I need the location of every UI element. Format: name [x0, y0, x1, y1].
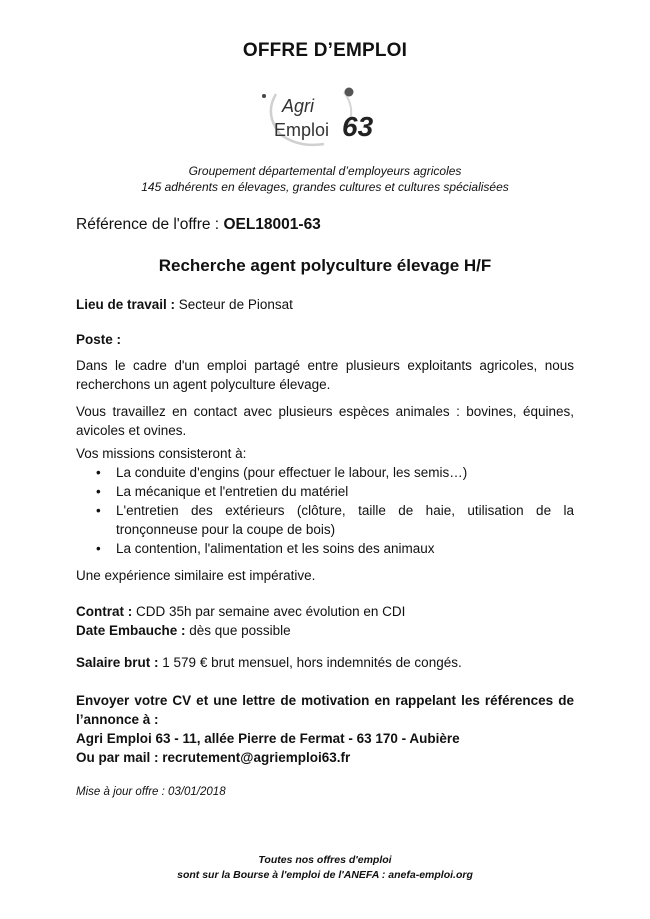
- logo-dot-right: [345, 88, 354, 97]
- missions-intro: Vos missions consisteront à:: [76, 446, 247, 461]
- org-line-2: 145 adhérents en élevages, grandes cultures et cultures spécialisées: [141, 180, 509, 194]
- contract-value: CDD 35h par semaine avec évolution en CDI: [136, 604, 406, 619]
- mission-item: • La conduite d'engins (pour effectuer le labour, les semis…): [96, 465, 468, 480]
- hire-date-label: Date Embauche :: [76, 623, 190, 638]
- organization-description: [0, 163, 650, 195]
- footer-line-1: Toutes nos offres d'emploi: [258, 854, 392, 866]
- footer: [0, 853, 650, 883]
- hire-date: [76, 621, 574, 640]
- logo-text-agri: Agri: [282, 96, 315, 116]
- reference-value: OEL18001-63: [223, 216, 321, 233]
- bullet-icon: •: [96, 484, 101, 499]
- contract: [76, 602, 574, 621]
- bullet-icon: •: [96, 465, 101, 480]
- hire-date-value: dès que possible: [189, 623, 291, 638]
- work-location-value: Secteur de Pionsat: [178, 297, 293, 312]
- bullet-icon: •: [96, 503, 101, 518]
- bullet-icon: •: [96, 541, 101, 556]
- salary-label: Salaire brut :: [76, 655, 163, 670]
- work-location-label: Lieu de travail :: [76, 297, 179, 312]
- poste-paragraph-2: Vous travaillez en contact avec plusieurs espèces animales : bovines, équines, avicoles et ovines.: [76, 404, 574, 438]
- contact-instructions: Envoyer votre CV et une lettre de motivation en rappelant les références de l’annonce à :: [76, 693, 574, 727]
- contact-address: Agri Emploi 63 - 11, allée Pierre de Fermat - 63 170 - Aubière: [76, 731, 460, 746]
- page-title: OFFRE D’EMPLOI: [242, 40, 408, 61]
- logo-dot-left: [262, 94, 266, 98]
- missions-list: [76, 463, 574, 558]
- mission-item: • La contention, l'alimentation et les soins des animaux: [96, 541, 435, 556]
- job-title: Recherche agent polyculture élevage H/F: [158, 256, 492, 275]
- mission-item: • L'entretien des extérieurs (clôture, taille de haie, utilisation de la tronçonneuse pour la coupe de bois): [96, 503, 574, 537]
- logo-text-63: 63: [342, 111, 374, 142]
- org-line-1: Groupement départemental d’employeurs agricoles: [188, 164, 462, 178]
- offer-reference: [76, 216, 321, 234]
- mission-item: • La mécanique et l'entretien du matériel: [96, 484, 349, 499]
- contract-label: Contrat :: [76, 604, 136, 619]
- agri-emploi-logo: [252, 84, 402, 148]
- work-location: [76, 295, 574, 314]
- salary-value: 1 579 € brut mensuel, hors indemnités de congés.: [162, 655, 462, 670]
- logo-text-emploi: Emploi: [274, 120, 330, 140]
- poste-paragraph-1: Dans le cadre d'un emploi partagé entre plusieurs exploitants agricoles, nous recherchons un agent polyculture élevage.: [76, 358, 574, 392]
- footer-line-2: sont sur la Bourse à l'emploi de l'ANEFA : anefa-emploi.org: [177, 869, 473, 881]
- poste-label: Poste :: [76, 332, 122, 347]
- experience-requirement: Une expérience similaire est impérative.: [76, 568, 316, 583]
- salary: [76, 653, 574, 672]
- reference-label: Référence de l'offre :: [76, 216, 224, 233]
- contact-email[interactable]: Ou par mail : recrutement@agriemploi63.fr: [76, 750, 351, 765]
- update-date: Mise à jour offre : 03/01/2018: [76, 786, 226, 798]
